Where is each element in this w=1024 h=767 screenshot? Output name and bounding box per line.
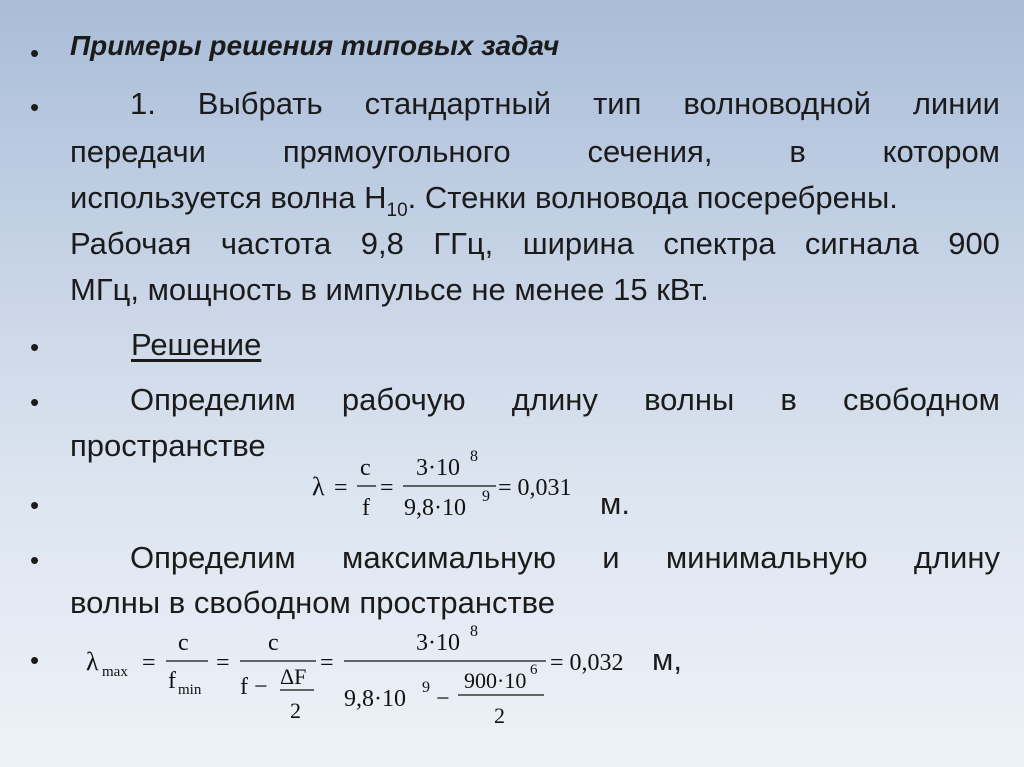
exponent: 9 bbox=[482, 488, 490, 505]
word: частота bbox=[220, 226, 332, 261]
word: ГГц, bbox=[433, 226, 494, 261]
formula-eq: = bbox=[216, 650, 230, 676]
frac-den: f bbox=[168, 668, 176, 694]
exponent: 6 bbox=[530, 662, 538, 678]
bullet-6: • bbox=[30, 545, 40, 575]
text: используется волна H bbox=[70, 180, 387, 215]
word: рабочую bbox=[341, 382, 466, 417]
inner-den: 2 bbox=[290, 698, 301, 723]
word: Определим bbox=[130, 540, 296, 575]
step2-line-2: волны в свободном пространстве bbox=[70, 585, 556, 620]
task-line-1 bbox=[70, 86, 1000, 122]
inner-num: 900·10 bbox=[464, 668, 527, 693]
word: тип bbox=[593, 86, 642, 121]
word: минимальную bbox=[665, 540, 868, 575]
inner-num: ΔF bbox=[280, 664, 307, 689]
step1-line-2: пространстве bbox=[70, 428, 266, 463]
word: 9,8 bbox=[360, 226, 404, 261]
word: прямоугольного bbox=[282, 134, 511, 169]
word: волноводной bbox=[683, 86, 871, 121]
word: линии bbox=[912, 86, 1000, 121]
formula-result: = 0,031 bbox=[498, 475, 572, 501]
word: Выбрать bbox=[197, 86, 323, 121]
inner-den: 2 bbox=[494, 703, 505, 728]
frac-num: c bbox=[178, 630, 189, 656]
task-line-4 bbox=[70, 226, 1000, 262]
frac-num: c bbox=[360, 455, 371, 481]
slide-heading: Примеры решения типовых задач bbox=[70, 30, 560, 61]
bullet-5: • bbox=[30, 490, 40, 520]
formula-result: = 0,032 bbox=[550, 650, 624, 676]
subscript: min bbox=[178, 682, 202, 698]
word: ширина bbox=[522, 226, 634, 261]
frac-num: c bbox=[268, 630, 279, 656]
step2-line-1 bbox=[70, 540, 1000, 576]
word: Рабочая bbox=[70, 226, 192, 261]
word: котором bbox=[882, 134, 1000, 169]
exponent: 8 bbox=[470, 448, 478, 465]
text: . Стенки волновода посеребрены. bbox=[407, 180, 898, 215]
frac-den: f bbox=[362, 495, 370, 521]
solution-label: Решение bbox=[131, 327, 262, 362]
formula-lhs: λ bbox=[312, 472, 325, 501]
word: спектра bbox=[663, 226, 776, 261]
step1-line-1 bbox=[70, 382, 1000, 418]
word: и bbox=[602, 540, 620, 575]
task-line-2 bbox=[70, 134, 1000, 170]
bullet-1: • bbox=[30, 38, 40, 68]
frac-num: 3·10 bbox=[416, 455, 460, 481]
subscript: max bbox=[102, 664, 128, 680]
frac-den: 9,8·10 bbox=[344, 686, 406, 712]
word: сигнала bbox=[804, 226, 919, 261]
word: максимальную bbox=[342, 540, 556, 575]
word: в bbox=[780, 382, 797, 417]
word: свободном bbox=[843, 382, 1000, 417]
word: волны bbox=[644, 382, 735, 417]
bullet-3: • bbox=[30, 332, 40, 362]
formula-eq: = bbox=[320, 650, 334, 676]
subscript: 10 bbox=[386, 200, 408, 221]
word: передачи bbox=[70, 134, 206, 169]
word: 1. bbox=[130, 86, 156, 121]
formula-eq: = bbox=[142, 650, 156, 676]
task-line-3 bbox=[70, 180, 898, 221]
minus: − bbox=[436, 686, 450, 712]
word: в bbox=[789, 134, 806, 169]
task-line-5: МГц, мощность в импульсе не менее 15 кВт. bbox=[70, 272, 709, 307]
wavelength-formula bbox=[300, 445, 600, 525]
exponent: 9 bbox=[422, 679, 430, 696]
bullet-4: • bbox=[30, 387, 40, 417]
formula-eq: = bbox=[380, 475, 394, 501]
frac-den: f − bbox=[240, 674, 268, 700]
word: 900 bbox=[948, 226, 1000, 261]
word: Определим bbox=[130, 382, 296, 417]
exponent: 8 bbox=[470, 623, 478, 640]
word: сечения, bbox=[587, 134, 713, 169]
bullet-7: • bbox=[30, 645, 40, 675]
word: длину bbox=[511, 382, 598, 417]
unit-label: м, bbox=[652, 642, 682, 677]
frac-num: 3·10 bbox=[416, 630, 460, 656]
max-wavelength-formula bbox=[80, 620, 650, 740]
formula-eq: = bbox=[334, 475, 348, 501]
word: стандартный bbox=[364, 86, 552, 121]
frac-den: 9,8·10 bbox=[404, 495, 466, 521]
formula-lhs: λ bbox=[86, 647, 99, 676]
bullet-2: • bbox=[30, 92, 40, 122]
unit-label: м. bbox=[600, 486, 630, 521]
word: длину bbox=[913, 540, 1000, 575]
